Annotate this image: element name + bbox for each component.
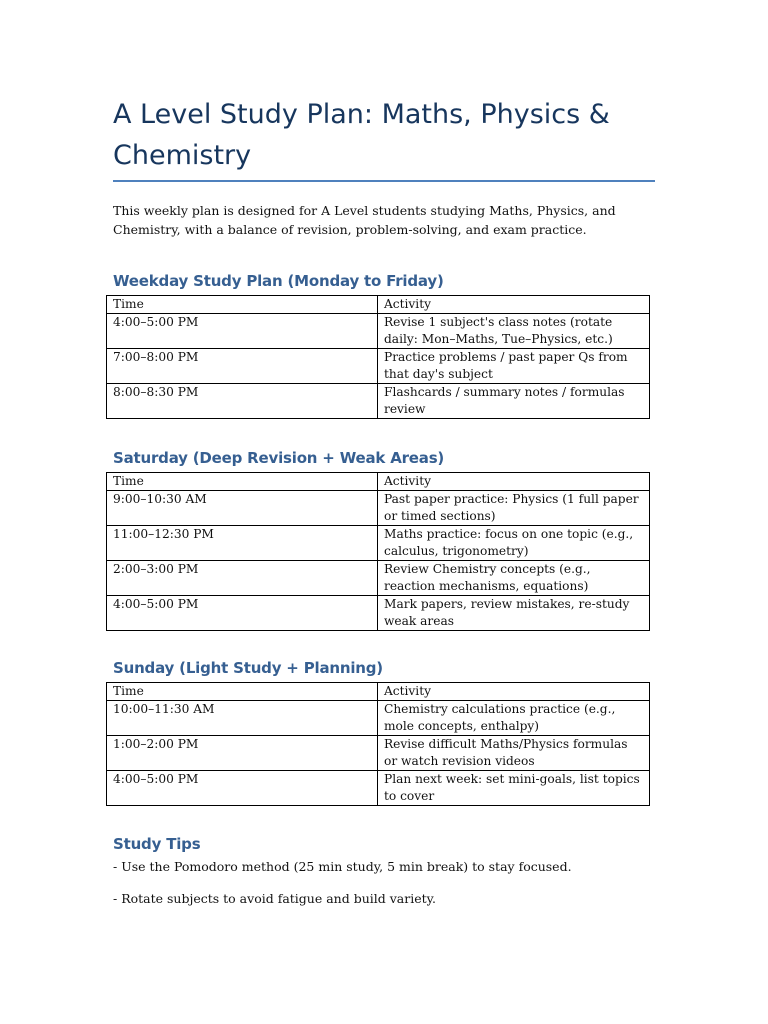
activity-cell: Review Chemistry concepts (e.g., reaction mechanisms, equations): [378, 561, 650, 596]
table-row: [107, 384, 650, 419]
table-row: [107, 561, 650, 596]
table-row: [107, 736, 650, 771]
column-header-activity: Activity: [378, 296, 650, 314]
activity-cell: Revise 1 subject's class notes (rotate daily: Mon–Maths, Tue–Physics, etc.): [378, 314, 650, 349]
activity-cell: Revise difficult Maths/Physics formulas or watch revision videos: [378, 736, 650, 771]
time-cell: 9:00–10:30 AM: [107, 491, 378, 526]
page-title: A Level Study Plan: Maths, Physics & Chemistry: [113, 99, 610, 171]
table-header-row: [107, 683, 650, 701]
time-cell: 10:00–11:30 AM: [107, 701, 378, 736]
table-row: [107, 526, 650, 561]
activity-cell: Mark papers, review mistakes, re-study weak areas: [378, 596, 650, 631]
section-heading-study-tips: Study Tips: [113, 835, 201, 853]
time-cell: 8:00–8:30 PM: [107, 384, 378, 419]
table-row: [107, 491, 650, 526]
title-divider: [113, 180, 655, 182]
time-cell: 4:00–5:00 PM: [107, 314, 378, 349]
time-cell: 7:00–8:00 PM: [107, 349, 378, 384]
activity-cell: Maths practice: focus on one topic (e.g., calculus, trigonometry): [378, 526, 650, 561]
table-row: [107, 771, 650, 806]
study-tip-item: - Rotate subjects to avoid fatigue and build variety.: [113, 891, 436, 906]
table-row: [107, 314, 650, 349]
section-heading-saturday: Saturday (Deep Revision + Weak Areas): [113, 449, 445, 467]
time-cell: 4:00–5:00 PM: [107, 771, 378, 806]
activity-cell: Practice problems / past paper Qs from that day's subject: [378, 349, 650, 384]
table-row: [107, 596, 650, 631]
column-header-time: Time: [107, 683, 378, 701]
column-header-time: Time: [107, 296, 378, 314]
section-heading-sunday: Sunday (Light Study + Planning): [113, 659, 383, 677]
table-row: [107, 701, 650, 736]
time-cell: 1:00–2:00 PM: [107, 736, 378, 771]
column-header-activity: Activity: [378, 473, 650, 491]
saturday-table: [106, 472, 650, 631]
time-cell: 11:00–12:30 PM: [107, 526, 378, 561]
activity-cell: Flashcards / summary notes / formulas review: [378, 384, 650, 419]
column-header-time: Time: [107, 473, 378, 491]
study-tip-item: - Use the Pomodoro method (25 min study, 5 min break) to stay focused.: [113, 859, 572, 874]
column-header-activity: Activity: [378, 683, 650, 701]
activity-cell: Plan next week: set mini-goals, list topics to cover: [378, 771, 650, 806]
activity-cell: Past paper practice: Physics (1 full paper or timed sections): [378, 491, 650, 526]
time-cell: 2:00–3:00 PM: [107, 561, 378, 596]
intro-paragraph: This weekly plan is designed for A Level students studying Maths, Physics, and Chemistry, with a balance of revision, problem-solving, and exam practice.: [113, 203, 616, 237]
table-row: [107, 349, 650, 384]
table-header-row: [107, 296, 650, 314]
sunday-table: [106, 682, 650, 806]
weekday-table: [106, 295, 650, 419]
time-cell: 4:00–5:00 PM: [107, 596, 378, 631]
section-heading-weekday: Weekday Study Plan (Monday to Friday): [113, 272, 444, 290]
activity-cell: Chemistry calculations practice (e.g., mole concepts, enthalpy): [378, 701, 650, 736]
table-header-row: [107, 473, 650, 491]
